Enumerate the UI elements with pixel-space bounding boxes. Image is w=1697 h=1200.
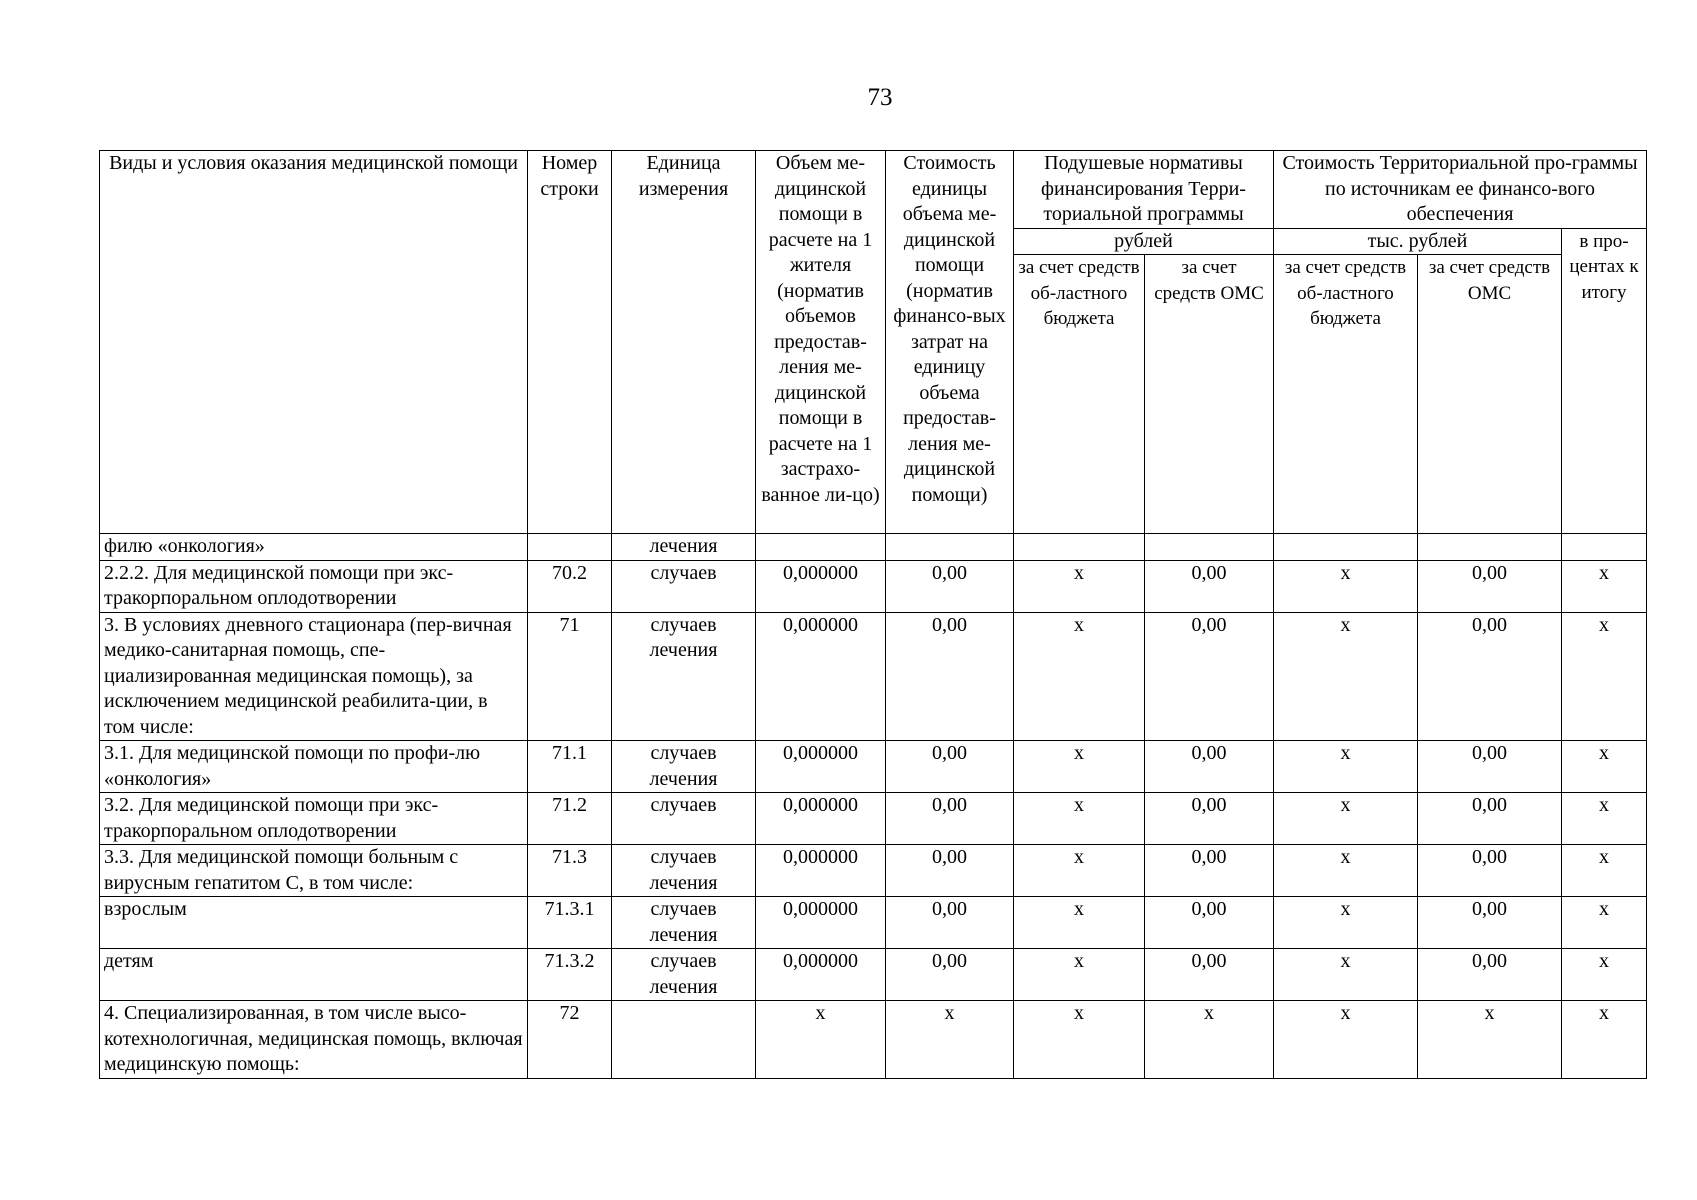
header-row-number: Номер строки <box>528 151 612 534</box>
cell-percent: х <box>1562 845 1647 897</box>
cell-pc-oms: 0,00 <box>1145 949 1274 1001</box>
cell-percent: х <box>1562 612 1647 741</box>
cell-pc-regional: х <box>1014 612 1145 741</box>
cell-total-oms: 0,00 <box>1418 560 1562 612</box>
cell-pc-regional: х <box>1014 1001 1145 1079</box>
cell-total-oms: 0,00 <box>1418 612 1562 741</box>
cell-total-regional: х <box>1274 845 1418 897</box>
cell-pc-regional: х <box>1014 845 1145 897</box>
cell-volume: 0,000000 <box>756 612 886 741</box>
cell-pc-oms: 0,00 <box>1145 560 1274 612</box>
cell-pc-regional: х <box>1014 560 1145 612</box>
cell-unit: случаев лечения <box>612 845 756 897</box>
cell-pc-oms: 0,00 <box>1145 897 1274 949</box>
cell-total-oms: 0,00 <box>1418 741 1562 793</box>
header-type: Виды и условия оказания медицинской помощи <box>100 151 528 534</box>
cell-num: 71 <box>528 612 612 741</box>
cell-cost: 0,00 <box>886 793 1014 845</box>
cell-total-regional: х <box>1274 793 1418 845</box>
cell-num: 71.3 <box>528 845 612 897</box>
cell-pc-regional: х <box>1014 793 1145 845</box>
cell-name: 3.2. Для медицинской помощи при экс-тракорпоральном оплодотворении <box>100 793 528 845</box>
cell-name: 3.3. Для медицинской помощи больным с вирусным гепатитом С, в том числе: <box>100 845 528 897</box>
table-row <box>100 534 1647 561</box>
cell-unit: случаев <box>612 793 756 845</box>
cell-volume: 0,000000 <box>756 845 886 897</box>
cell-pc-regional <box>1014 534 1145 561</box>
financing-table <box>99 150 1647 1079</box>
header-regional-budget-total: за счет средств об-ластного бюджета <box>1274 255 1418 534</box>
header-cost-total: Стоимость Территориальной про-граммы по источникам ее финансо-вого обеспечения <box>1274 151 1647 229</box>
cell-unit: лечения <box>612 534 756 561</box>
cell-num: 72 <box>528 1001 612 1079</box>
cell-cost: 0,00 <box>886 949 1014 1001</box>
cell-name: детям <box>100 949 528 1001</box>
cell-total-oms <box>1418 534 1562 561</box>
header-volume: Объем ме-дицинской помощи в расчете на 1 жителя (норматив объемов предостав-ления ме-дицинской помощи в расчете на 1 застрахо-ванное ли-цо) <box>756 151 886 534</box>
header-oms-total: за счет средств ОМС <box>1418 255 1562 534</box>
cell-total-oms: 0,00 <box>1418 793 1562 845</box>
cell-percent: х <box>1562 1001 1647 1079</box>
cell-unit: случаев лечения <box>612 741 756 793</box>
table-row <box>100 949 1647 1001</box>
cell-total-regional: х <box>1274 560 1418 612</box>
cell-percent: х <box>1562 949 1647 1001</box>
cell-name: 2.2.2. Для медицинской помощи при экс-тракорпоральном оплодотворении <box>100 560 528 612</box>
cell-volume: 0,000000 <box>756 560 886 612</box>
header-unit-rub: рублей <box>1014 228 1274 255</box>
cell-unit: случаев лечения <box>612 612 756 741</box>
cell-pc-oms: 0,00 <box>1145 845 1274 897</box>
header-per-capita: Подушевые нормативы финансирования Терри-ториальной программы <box>1014 151 1274 229</box>
cell-total-oms: 0,00 <box>1418 845 1562 897</box>
header-percent: в про-центах к итогу <box>1562 228 1647 534</box>
header-unit: Единица измерения <box>612 151 756 534</box>
page-number: 73 <box>867 84 893 111</box>
cell-name: 3.1. Для медицинской помощи по профи-лю «онкология» <box>100 741 528 793</box>
table-row <box>100 793 1647 845</box>
cell-unit: случаев лечения <box>612 897 756 949</box>
cell-num <box>528 534 612 561</box>
header-unit-thousand-rub: тыс. рублей <box>1274 228 1562 255</box>
cell-total-oms: 0,00 <box>1418 949 1562 1001</box>
cell-name: 4. Специализированная, в том числе высо-котехнологичная, медицинская помощь, включая медицинскую помощь: <box>100 1001 528 1079</box>
cell-total-oms: х <box>1418 1001 1562 1079</box>
cell-unit: случаев <box>612 560 756 612</box>
cell-pc-oms: х <box>1145 1001 1274 1079</box>
cell-total-regional: х <box>1274 741 1418 793</box>
table-row <box>100 741 1647 793</box>
cell-percent: х <box>1562 897 1647 949</box>
cell-pc-regional: х <box>1014 897 1145 949</box>
cell-volume: 0,000000 <box>756 741 886 793</box>
cell-total-regional: х <box>1274 897 1418 949</box>
cell-cost <box>886 534 1014 561</box>
header-oms: за счет средств ОМС <box>1145 255 1274 534</box>
cell-total-oms: 0,00 <box>1418 897 1562 949</box>
cell-percent: х <box>1562 793 1647 845</box>
header-regional-budget: за счет средств об-ластного бюджета <box>1014 255 1145 534</box>
cell-volume: 0,000000 <box>756 949 886 1001</box>
cell-cost: 0,00 <box>886 897 1014 949</box>
cell-name: взрослым <box>100 897 528 949</box>
cell-num: 71.2 <box>528 793 612 845</box>
cell-num: 71.3.1 <box>528 897 612 949</box>
cell-total-regional <box>1274 534 1418 561</box>
table-row <box>100 560 1647 612</box>
table-row <box>100 845 1647 897</box>
cell-total-regional: х <box>1274 949 1418 1001</box>
cell-unit: случаев лечения <box>612 949 756 1001</box>
cell-percent <box>1562 534 1647 561</box>
cell-name: 3. В условиях дневного стационара (пер-вичная медико-санитарная помощь, спе-циализированная медицинская помощь), за исключением медицинской реабилита-ции, в том числе: <box>100 612 528 741</box>
cell-volume <box>756 534 886 561</box>
table-row <box>100 612 1647 741</box>
cell-volume: 0,000000 <box>756 793 886 845</box>
cell-cost: 0,00 <box>886 560 1014 612</box>
cell-pc-oms: 0,00 <box>1145 612 1274 741</box>
table-row <box>100 897 1647 949</box>
cell-pc-regional: х <box>1014 949 1145 1001</box>
cell-percent: х <box>1562 741 1647 793</box>
cell-percent: х <box>1562 560 1647 612</box>
cell-volume: х <box>756 1001 886 1079</box>
cell-volume: 0,000000 <box>756 897 886 949</box>
cell-total-regional: х <box>1274 612 1418 741</box>
cell-total-regional: х <box>1274 1001 1418 1079</box>
cell-num: 70.2 <box>528 560 612 612</box>
header-cost: Стоимость единицы объема ме-дицинской помощи (норматив финансо-вых затрат на единицу объема предостав-ления ме-дицинской помощи) <box>886 151 1014 534</box>
cell-num: 71.1 <box>528 741 612 793</box>
cell-cost: 0,00 <box>886 741 1014 793</box>
cell-name: филю «онкология» <box>100 534 528 561</box>
cell-pc-oms: 0,00 <box>1145 741 1274 793</box>
table-row <box>100 1001 1647 1079</box>
cell-cost: 0,00 <box>886 845 1014 897</box>
cell-num: 71.3.2 <box>528 949 612 1001</box>
cell-pc-regional: х <box>1014 741 1145 793</box>
cell-pc-oms: 0,00 <box>1145 793 1274 845</box>
cell-unit <box>612 1001 756 1079</box>
cell-cost: х <box>886 1001 1014 1079</box>
cell-pc-oms <box>1145 534 1274 561</box>
cell-cost: 0,00 <box>886 612 1014 741</box>
